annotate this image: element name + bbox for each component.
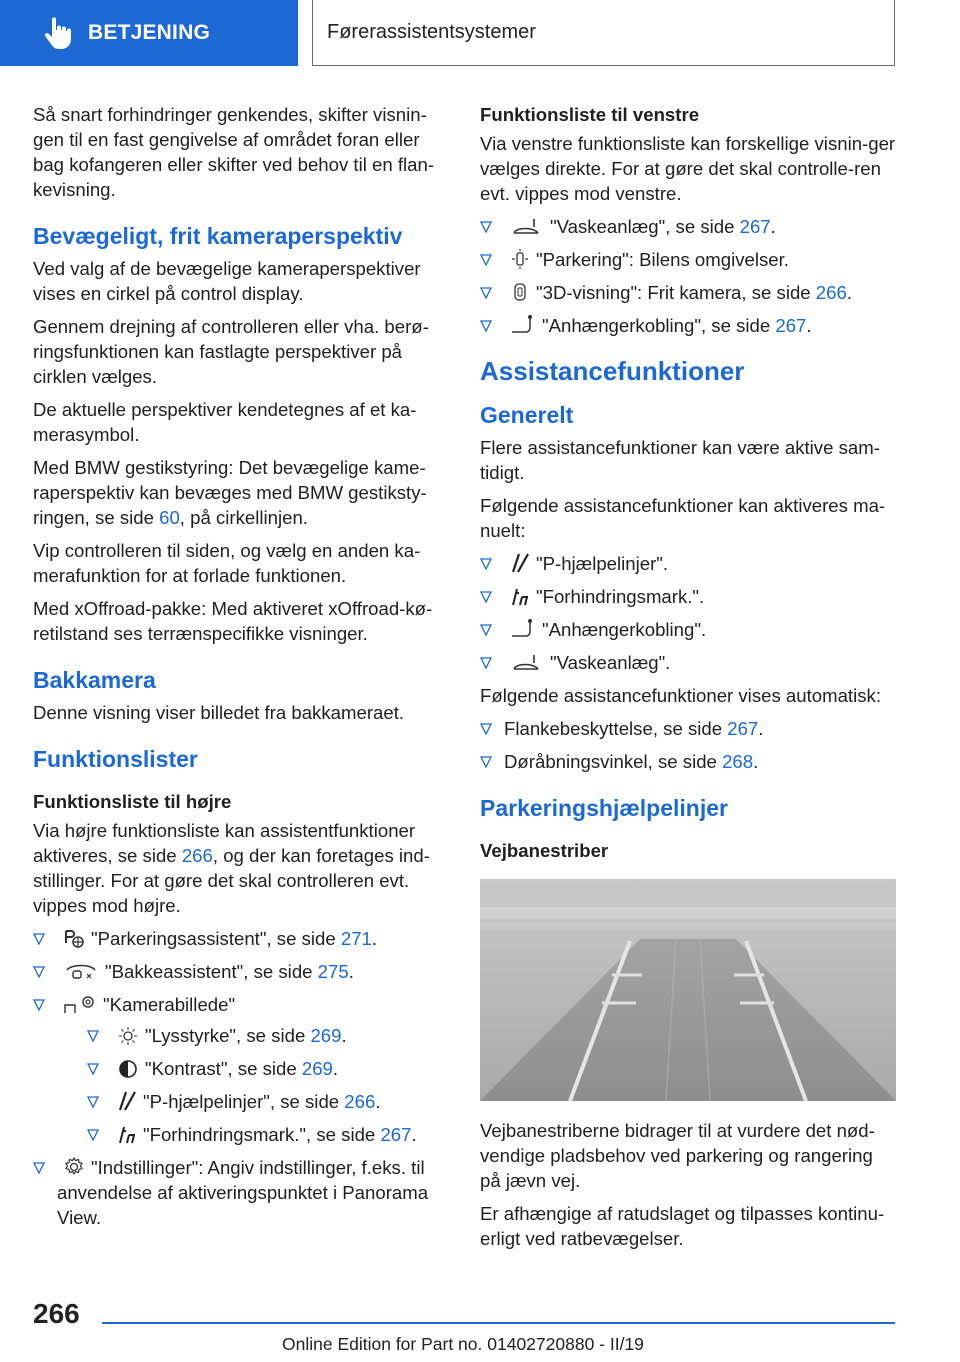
page-link[interactable]: 266 <box>815 282 847 303</box>
triangle-bullet-icon <box>87 1063 99 1075</box>
brightness-icon <box>117 1026 139 1046</box>
text: Døråbningsvinkel, se side <box>504 751 723 772</box>
triangle-bullet-icon <box>480 756 492 768</box>
text: "Bakkeassistent", se side <box>105 961 318 982</box>
triangle-bullet-icon <box>480 723 492 735</box>
list-item <box>33 1155 451 1230</box>
trailer-hitch-icon <box>510 314 536 336</box>
text: . <box>341 1025 347 1046</box>
camera-image-icon <box>63 993 97 1015</box>
list-item <box>480 247 898 272</box>
triangle-bullet-icon <box>480 624 492 636</box>
list-item <box>87 1122 451 1147</box>
triangle-bullet-icon <box>480 558 492 570</box>
triangle-bullet-icon <box>33 933 45 945</box>
triangle-bullet-icon <box>480 320 492 332</box>
triangle-bullet-icon <box>480 591 492 603</box>
car-wash-icon <box>510 653 544 673</box>
text: "Kamerabillede" <box>103 994 236 1015</box>
text: . <box>375 1091 381 1112</box>
page-link[interactable]: 267 <box>727 718 759 739</box>
triangle-bullet-icon <box>480 221 492 233</box>
paragraph: De aktuelle perspektiver kendetegnes af et ka-merasymbol. <box>33 399 417 445</box>
page-link[interactable]: 267 <box>380 1124 412 1145</box>
triangle-bullet-icon <box>480 254 492 266</box>
paragraph: Gennem drejning af controlleren eller vha. berø-ringsfunktionen kan fastlagte perspektiver på cirklen vælges. <box>33 316 429 387</box>
text: "Anhængerkobling". <box>542 619 707 640</box>
page-link[interactable]: 269 <box>301 1058 333 1079</box>
list-item <box>480 551 898 576</box>
list-item <box>87 1089 451 1114</box>
footer-divider <box>102 1322 895 1324</box>
text: "Lysstyrke", se side <box>145 1025 311 1046</box>
triangle-bullet-icon <box>87 1129 99 1141</box>
page-link[interactable]: 267 <box>739 216 771 237</box>
text: Via højre funktionsliste kan assistentfunktioner aktiveres, se side <box>33 820 416 866</box>
text: . <box>332 1058 339 1079</box>
page-link[interactable]: 275 <box>317 961 349 982</box>
text: . <box>770 216 776 237</box>
3d-view-icon <box>510 281 530 303</box>
text: "Forhindringsmark.", se side <box>143 1124 381 1145</box>
text: , på cirkellinjen. <box>179 507 308 528</box>
page-number: 266 <box>33 1298 80 1329</box>
edition-note: Online Edition for Part no. 01402720880 - II/19 <box>282 1334 644 1354</box>
parking-lines-icon <box>117 1090 137 1112</box>
text: "Kontrast", se side <box>145 1058 302 1079</box>
triangle-bullet-icon <box>87 1096 99 1108</box>
text: Flankebeskyttelse, se side <box>504 718 728 739</box>
section-title: Førerassistentsystemer <box>312 0 895 66</box>
heading-lanes: Vejbanestriber <box>480 840 609 861</box>
list-item <box>480 313 898 338</box>
list-item <box>480 617 898 642</box>
lane-lines-illustration <box>480 879 896 1101</box>
text: . <box>371 928 378 949</box>
paragraph: Denne visning viser billedet fra bakkameraet. <box>33 702 405 723</box>
paragraph: Vejbanestriberne bidrager til at vurdere det nød-vendige pladsbehov ved parkering og rangering på jævn vej. <box>480 1120 875 1191</box>
list-item <box>33 992 451 1147</box>
hand-pointer-icon <box>36 13 76 53</box>
text: "P-hjælpelinjer", se side <box>143 1091 345 1112</box>
paragraph: Følgende assistancefunktioner vises automatisk: <box>480 685 881 706</box>
paragraph <box>33 818 451 918</box>
camera-sub-items <box>87 1023 451 1147</box>
right-list-items <box>33 926 451 1230</box>
page-link[interactable]: 271 <box>340 928 372 949</box>
text: , og der kan foretages ind-stillinger. For at gøre det skal controlleren evt. vippes mod højre. <box>33 845 430 916</box>
text: . <box>411 1124 417 1145</box>
trailer-hitch-icon <box>510 618 536 640</box>
text: "3D-visning": Frit kamera, se side <box>536 282 816 303</box>
list-item <box>480 749 898 774</box>
triangle-bullet-icon <box>33 966 45 978</box>
text: "Anhængerkobling", se side <box>542 315 776 336</box>
obstacle-marking-icon <box>510 585 530 607</box>
paragraph <box>33 455 451 530</box>
text: "Vaskeanlæg". <box>550 652 671 673</box>
list-item <box>480 280 898 305</box>
heading-function-lists: Funktionslister <box>33 746 198 772</box>
triangle-bullet-icon <box>87 1030 99 1042</box>
list-item <box>33 926 451 951</box>
heading-right-list: Funktionsliste til højre <box>33 791 232 812</box>
text: "Forhindringsmark.". <box>536 586 705 607</box>
chapter-tab[interactable] <box>0 0 298 66</box>
triangle-bullet-icon <box>480 287 492 299</box>
contrast-icon <box>117 1059 139 1079</box>
text: "P-hjælpelinjer". <box>536 553 669 574</box>
paragraph: Med xOffroad-pakke: Med aktiveret xOffroad-kø-retilstand ses terrænspecifikke visninger. <box>33 598 433 644</box>
page-link[interactable]: 266 <box>181 845 213 866</box>
list-item <box>480 650 898 675</box>
paragraph: Ved valg af de bevægelige kameraperspektiver vises en cirkel på control display. <box>33 258 421 304</box>
left-list-items <box>480 214 898 338</box>
heading-free-perspective: Bevægeligt, frit kameraperspektiv <box>33 223 403 249</box>
parking-view-icon <box>510 248 530 270</box>
auto-assist-items <box>480 716 898 774</box>
triangle-bullet-icon <box>33 999 45 1011</box>
paragraph: Via venstre funktionsliste kan forskellige visnin-ger vælges direkte. For at gøre det skal controlle-ren evt. vippes mod venstre. <box>480 133 896 204</box>
page-link[interactable]: 266 <box>344 1091 376 1112</box>
page-link[interactable]: 60 <box>159 507 180 528</box>
right-column <box>480 102 898 1259</box>
paragraph: Er afhængige af ratudslaget og tilpasses kontinu-erligt ved ratbevægelser. <box>480 1203 885 1249</box>
left-column <box>33 102 451 1238</box>
list-item <box>480 214 898 239</box>
intro-paragraph: Så snart forhindringer genkendes, skifter visnin-gen til en fast gengivelse af området foran eller bag kofangeren eller skifter ved behov til en flan-kevisning. <box>33 104 435 200</box>
car-wash-icon <box>510 217 544 237</box>
paragraph: Vip controlleren til siden, og vælg en anden ka-merafunktion for at forlade funktionen. <box>33 540 421 586</box>
heading-general: Generelt <box>480 402 574 428</box>
list-item <box>480 716 898 741</box>
list-item <box>33 959 451 984</box>
text: . <box>758 718 764 739</box>
obstacle-marking-icon <box>117 1123 137 1145</box>
page-link[interactable]: 269 <box>310 1025 342 1046</box>
page-link[interactable]: 267 <box>775 315 807 336</box>
list-item <box>480 584 898 609</box>
heading-left-list: Funktionsliste til venstre <box>480 104 700 125</box>
text: "Parkering": Bilens omgivelser. <box>536 249 789 270</box>
manual-assist-items <box>480 551 898 675</box>
text: "Vaskeanlæg", se side <box>550 216 740 237</box>
chapter-label: BETJENING <box>88 21 210 44</box>
triangle-bullet-icon <box>480 657 492 669</box>
text: "Parkeringsassistent", se side <box>91 928 341 949</box>
text: . <box>753 751 759 772</box>
heading-parking-lines: Parkeringshjælpelinjer <box>480 795 728 821</box>
list-item <box>87 1023 451 1048</box>
triangle-bullet-icon <box>33 1162 45 1174</box>
parking-assistant-icon <box>63 929 85 949</box>
text: . <box>846 282 852 303</box>
heading-back-camera: Bakkamera <box>33 667 156 693</box>
gear-icon <box>63 1156 85 1178</box>
heading-assistance: Assistancefunktioner <box>480 356 745 386</box>
text: . <box>806 315 812 336</box>
page-link[interactable]: 268 <box>722 751 754 772</box>
text: Med BMW gestikstyring: Det bevægelige kame-raperspektiv kan bevæges med BMW gestiksty-ringen, se side <box>33 457 427 528</box>
text: "Indstillinger": Angiv indstillinger, f.eks. til anvendelse af aktiveringspunktet i Panorama View. <box>57 1157 429 1228</box>
list-item <box>87 1056 451 1081</box>
parking-lines-icon <box>510 552 530 574</box>
text: . <box>348 961 354 982</box>
paragraph: Følgende assistancefunktioner kan aktiveres ma-nuelt: <box>480 495 886 541</box>
paragraph: Flere assistancefunktioner kan være aktive sam-tidigt. <box>480 437 880 483</box>
reverse-assistant-icon <box>63 962 99 982</box>
